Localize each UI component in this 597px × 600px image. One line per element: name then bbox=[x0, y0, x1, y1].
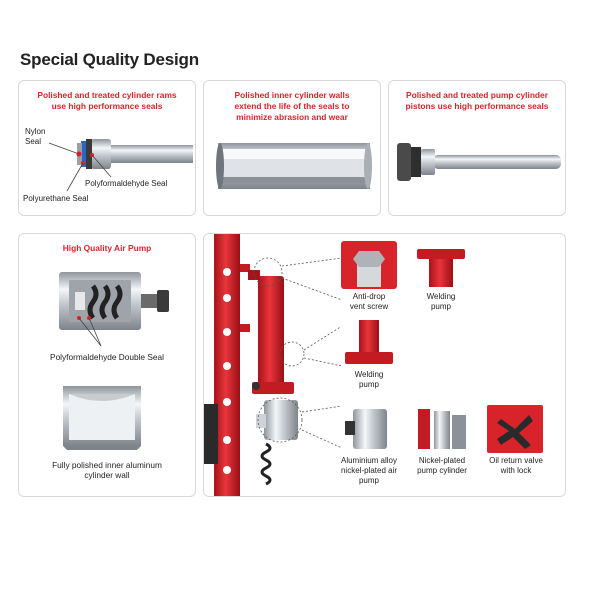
rams-caption-line1: Polished and treated cylinder rams bbox=[37, 90, 177, 100]
welding-pump-top-label bbox=[406, 292, 476, 312]
vent-screw-label-line1: Anti-drop bbox=[352, 292, 386, 301]
aluminium-air-pump-photo bbox=[341, 405, 397, 453]
rams-caption-line2: use high performance seals bbox=[51, 101, 163, 111]
aluminium-air-pump-label bbox=[328, 456, 410, 486]
ram-rod bbox=[109, 145, 193, 163]
panel-air-pump bbox=[18, 233, 196, 497]
aluminum-wall-label bbox=[19, 460, 195, 480]
welding-pump-top-label-line1: Welding bbox=[426, 292, 456, 301]
panel-cylinder-rams bbox=[18, 80, 196, 216]
oil-return-valve-label-line2: with lock bbox=[500, 466, 532, 475]
ram-head bbox=[91, 139, 111, 169]
panel-pump-pistons bbox=[388, 80, 566, 216]
walls-caption-line2: extend the life of the seals to bbox=[234, 101, 350, 111]
vent-screw-label bbox=[334, 292, 404, 312]
walls-caption-line3: minimize abrasion and wear bbox=[236, 112, 348, 122]
welding-pump-middle-label bbox=[334, 370, 404, 390]
oil-return-valve-label bbox=[476, 456, 556, 476]
aluminium-air-pump-label-line1: Aluminium alloy bbox=[340, 456, 398, 465]
welding-pump-top-photo bbox=[413, 241, 469, 289]
page-title: Special Quality Design bbox=[20, 50, 199, 69]
aluminium-air-pump-label-line2: nickel-plated air bbox=[340, 466, 398, 475]
oil-return-valve-label-line1: Oil return valve bbox=[489, 456, 543, 465]
welding-pump-top-label-line2: pump bbox=[430, 302, 451, 311]
nylon-seal-label-line1: Nylon bbox=[25, 127, 46, 136]
double-seal-label: Polyformaldehyde Double Seal bbox=[50, 352, 164, 362]
oil-return-valve-photo bbox=[487, 405, 543, 453]
nickel-pump-cylinder-label-line2: pump cylinder bbox=[417, 466, 467, 475]
polyurethane-seal-label: Polyurethane Seal bbox=[23, 194, 89, 203]
nickel-pump-cylinder-label-line1: Nickel-plated bbox=[418, 456, 466, 465]
pistons-caption-line1: Polished and treated pump cylinder bbox=[406, 90, 548, 100]
aluminum-wall-illustration bbox=[19, 234, 195, 496]
vent-screw-photo bbox=[341, 241, 397, 289]
piston-cap bbox=[397, 143, 411, 181]
walls-caption-line1: Polished inner cylinder walls bbox=[234, 90, 350, 100]
aluminum-wall-label-line1: Fully polished inner aluminum bbox=[52, 460, 162, 470]
pistons-caption-line2: pistons use high performance seals bbox=[405, 101, 549, 111]
piston-rod bbox=[433, 155, 561, 169]
pump-piston-illustration bbox=[389, 81, 565, 215]
panel-inner-cylinder-walls bbox=[203, 80, 381, 216]
welding-pump-middle-label-line1: Welding bbox=[354, 370, 384, 379]
panel-press-details bbox=[203, 233, 566, 497]
cylinder-wall-illustration bbox=[204, 81, 380, 215]
nylon-seal-label-line2: Seal bbox=[25, 137, 42, 146]
nickel-pump-cylinder-label bbox=[404, 456, 480, 476]
aluminium-air-pump-label-line3: pump bbox=[358, 476, 379, 485]
air-pump-caption: High Quality Air Pump bbox=[62, 243, 152, 253]
welding-pump-middle-photo bbox=[341, 320, 397, 368]
aluminum-wall-label-line2: cylinder wall bbox=[84, 470, 130, 480]
welding-pump-middle-label-line2: pump bbox=[358, 380, 379, 389]
vent-screw-label-line2: vent screw bbox=[349, 302, 389, 311]
nylon-seal-label bbox=[25, 127, 45, 147]
polyformaldehyde-seal-label: Polyformaldehyde Seal bbox=[85, 179, 168, 188]
piston-seal bbox=[411, 147, 421, 177]
nickel-pump-cylinder-photo bbox=[414, 405, 470, 453]
